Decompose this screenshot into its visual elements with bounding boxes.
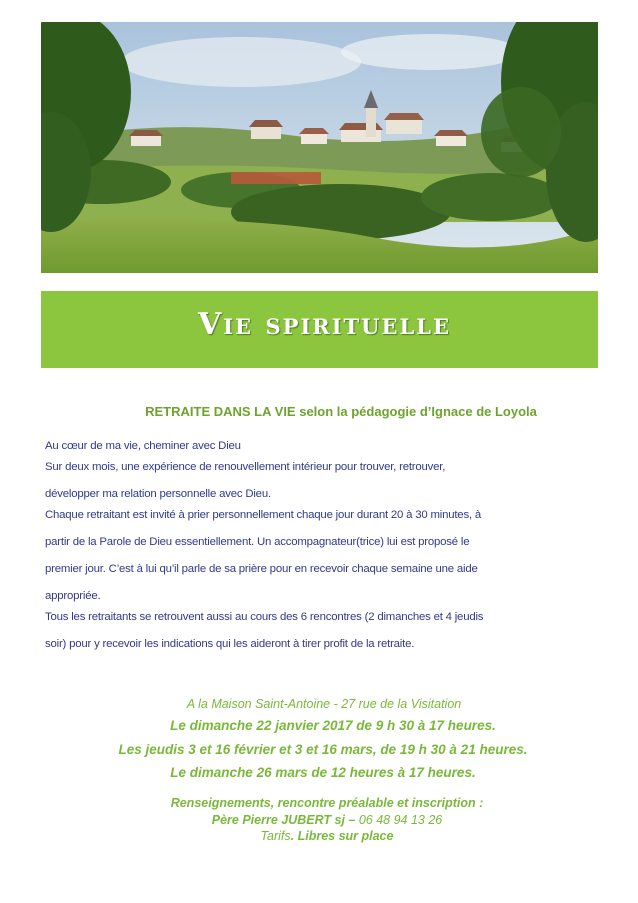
contact-line bbox=[8, 813, 638, 827]
body-line: Tous les retraitants se retrouvent aussi au cours des 6 rencontres (2 dimanches et 4 jeudis bbox=[45, 611, 484, 623]
retreat-subtitle: RETRAITE DANS LA VIE selon la pédagogie d’Ignace de Loyola bbox=[145, 404, 537, 419]
banner-title: Vie spirituelle bbox=[197, 307, 452, 342]
body-line: partir de la Parole de Dieu essentiellement. Un accompagnateur(trice) lui est proposé le bbox=[45, 536, 470, 548]
tariff-line bbox=[8, 829, 638, 843]
contact-phone: 06 48 94 13 26 bbox=[355, 813, 443, 827]
village-landscape-photo bbox=[41, 22, 598, 273]
event-date-1: Le dimanche 22 janvier 2017 de 9 h 30 à 17 heures. bbox=[170, 718, 496, 733]
body-text bbox=[45, 438, 605, 659]
tariff-label: Tarifs bbox=[260, 829, 291, 843]
body-line: développer ma relation personnelle avec Dieu. bbox=[45, 488, 271, 500]
body-line: Sur deux mois, une expérience de renouvellement intérieur pour trouver, retrouver, bbox=[45, 461, 446, 473]
info-heading: Renseignements, rencontre préalable et inscription : bbox=[170, 796, 484, 810]
section-banner bbox=[41, 291, 598, 368]
body-line: Chaque retraitant est invité à prier personnellement chaque jour durant 20 à 30 minutes, à bbox=[45, 509, 482, 521]
body-line: appropriée. bbox=[45, 590, 101, 602]
contact-name: Père Pierre JUBERT sj – bbox=[211, 813, 356, 827]
event-location: A la Maison Saint-Antoine - 27 rue de la Visitation bbox=[186, 697, 462, 711]
event-date-2: Les jeudis 3 et 16 février et 3 et 16 mars, de 19 h 30 à 21 heures. bbox=[118, 742, 528, 757]
tariff-value: . Libres sur place bbox=[290, 829, 394, 843]
event-date-3: Le dimanche 26 mars de 12 heures à 17 heures. bbox=[170, 765, 476, 780]
body-line: Au cœur de ma vie, cheminer avec Dieu bbox=[45, 440, 241, 452]
body-line: premier jour. C’est à lui qu’il parle de sa prière pour en recevoir chaque semaine une aide bbox=[45, 563, 478, 575]
body-line: soir) pour y recevoir les indications qui les aideront à tirer profit de la retraite. bbox=[45, 638, 415, 650]
